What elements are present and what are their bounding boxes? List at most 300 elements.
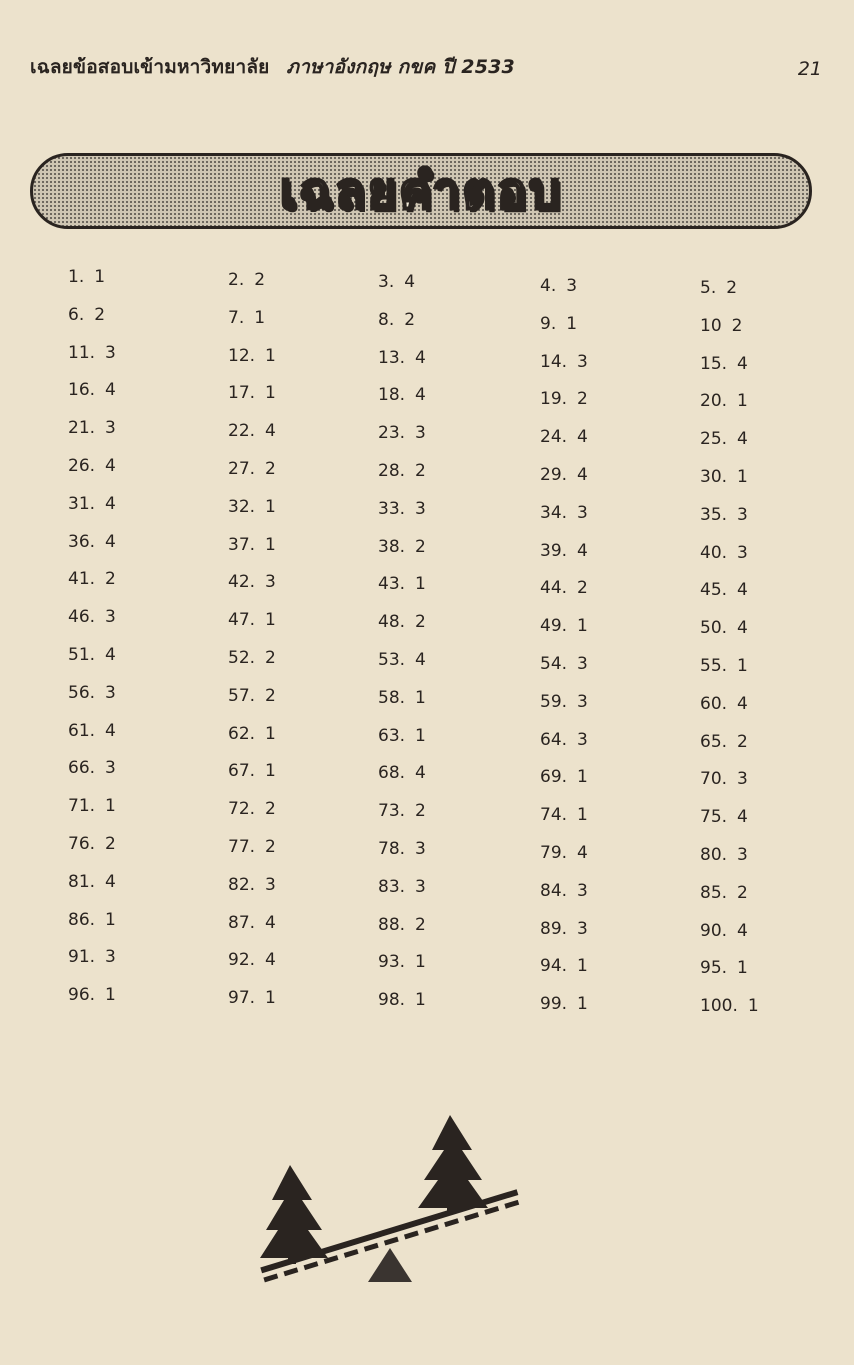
answer-item [228, 383, 276, 403]
answer-choice: 2 [577, 578, 588, 599]
question-number: 56. [68, 682, 96, 703]
question-number: 17. [228, 383, 256, 404]
question-number: 89. [540, 918, 568, 939]
answer-item [228, 421, 276, 441]
answer-choice: 2 [265, 459, 276, 479]
answer-choice: 4 [105, 456, 116, 476]
answer-choice: 3 [577, 351, 588, 372]
answer-item [68, 985, 116, 1005]
answer-item [540, 616, 588, 636]
answer-item [540, 881, 588, 901]
answer-choice: 2 [415, 612, 426, 633]
answer-item [228, 913, 276, 933]
answer-item [700, 580, 748, 600]
answer-choice: 4 [105, 720, 116, 741]
answer-choice: 2 [415, 914, 426, 935]
question-number: 98. [378, 990, 406, 1011]
question-number: 42. [228, 572, 256, 593]
answer-item [540, 352, 588, 372]
question-number: 75. [700, 807, 728, 828]
question-number: 67. [228, 761, 256, 782]
question-number: 81. [68, 871, 96, 892]
answer-item [228, 346, 276, 366]
answer-item [378, 990, 426, 1010]
answer-choice: 3 [737, 542, 748, 563]
question-number: 50. [700, 618, 728, 639]
answer-item [68, 796, 116, 816]
question-number: 85. [700, 882, 728, 903]
answer-item [378, 763, 426, 783]
answer-choice: 2 [415, 536, 426, 557]
answer-choice: 1 [737, 391, 748, 412]
answer-item [68, 494, 116, 514]
answer-item [68, 721, 116, 741]
answer-choice: 1 [105, 985, 116, 1006]
question-number: 71. [68, 796, 96, 817]
question-number: 92. [228, 950, 256, 971]
question-number: 12. [228, 345, 256, 366]
question-number: 26. [68, 456, 96, 476]
answer-choice: 2 [737, 882, 748, 903]
question-number: 8. [378, 309, 395, 330]
answer-choice: 2 [737, 731, 748, 752]
question-number: 24. [540, 427, 568, 448]
answer-choice: 1 [415, 725, 426, 746]
answer-choice: 3 [105, 682, 116, 703]
answer-item [228, 572, 276, 592]
answer-item [378, 801, 426, 821]
answer-item [378, 726, 426, 746]
answer-choice: 4 [737, 580, 748, 601]
answer-choice: 2 [254, 270, 266, 290]
question-number: 84. [540, 880, 568, 901]
answer-item [700, 467, 748, 487]
answer-item [540, 541, 588, 561]
answer-item [228, 799, 276, 819]
answer-item [540, 994, 588, 1014]
answer-choice: 1 [415, 574, 426, 595]
answer-item [540, 919, 588, 939]
answer-item [378, 877, 426, 897]
answer-item [540, 692, 588, 712]
question-number: 9. [540, 313, 557, 334]
question-number: 47. [228, 610, 256, 631]
question-number: 58. [378, 687, 406, 708]
answer-choice: 3 [105, 418, 116, 439]
question-number: 93. [378, 952, 406, 973]
answer-item [700, 958, 748, 978]
question-number: 62. [228, 723, 256, 744]
question-number: 95. [700, 958, 728, 979]
answer-choice: 4 [415, 385, 426, 406]
answer-choice: 1 [577, 767, 588, 788]
answer-item [378, 839, 426, 859]
answer-item [700, 278, 737, 298]
answer-choice: 4 [105, 380, 116, 401]
question-number: 4. [540, 276, 557, 296]
answer-choice: 1 [105, 796, 116, 817]
question-number: 96. [68, 985, 96, 1006]
answer-item [540, 314, 577, 334]
answer-choice: 1 [737, 958, 748, 979]
answer-choice: 3 [105, 947, 116, 968]
question-number: 49. [540, 616, 568, 637]
answer-choice: 3 [737, 769, 748, 790]
answer-item [68, 569, 116, 589]
answer-item [700, 694, 748, 714]
answer-choice: 4 [265, 950, 276, 971]
question-number: 7. [228, 307, 245, 328]
answer-choice: 2 [415, 801, 426, 822]
answer-item [228, 648, 276, 668]
question-number: 32. [228, 496, 256, 517]
answer-item [540, 465, 588, 485]
answer-item [228, 837, 276, 857]
answer-item [378, 385, 426, 405]
question-number: 69. [540, 767, 568, 788]
answer-choice: 1 [415, 952, 426, 973]
answer-choice: 3 [577, 654, 588, 674]
question-number: 2. [228, 270, 245, 290]
answer-item [68, 947, 116, 967]
question-number: 48. [378, 612, 406, 633]
question-number: 45. [700, 580, 728, 601]
answer-item [378, 537, 426, 557]
question-number: 68. [378, 763, 406, 784]
trees-on-seesaw-icon [250, 1110, 530, 1290]
answer-choice: 3 [105, 342, 116, 363]
question-number: 72. [228, 799, 256, 820]
answer-item [228, 761, 276, 781]
answer-item [68, 532, 116, 552]
question-number: 40. [700, 542, 728, 563]
question-number: 79. [540, 843, 568, 863]
answer-item [68, 834, 116, 854]
question-number: 18. [378, 385, 406, 406]
answer-item [700, 656, 748, 676]
answer-choice: 4 [577, 465, 588, 485]
answer-item [700, 316, 742, 336]
question-number: 83. [378, 876, 406, 897]
question-number: 76. [68, 834, 96, 854]
answer-item [540, 956, 588, 976]
answer-choice: 4 [737, 807, 748, 828]
question-number: 80. [700, 845, 728, 865]
question-number: 23. [378, 423, 406, 444]
question-number: 87. [228, 912, 256, 933]
question-number: 91. [68, 947, 96, 968]
answer-item [700, 807, 748, 827]
answer-choice: 1 [577, 616, 588, 637]
question-number: 21. [68, 418, 96, 439]
answer-item [228, 308, 265, 328]
answer-item [700, 883, 748, 903]
question-number: 27. [228, 459, 256, 479]
answer-item [540, 427, 588, 447]
answer-item [540, 805, 588, 825]
question-number: 86. [68, 909, 96, 930]
question-number: 97. [228, 988, 256, 1009]
answer-choice: 1 [265, 534, 276, 555]
answer-choice: 1 [415, 990, 426, 1011]
answer-item [700, 769, 748, 789]
answer-item [700, 618, 748, 638]
question-number: 37. [228, 534, 256, 555]
answer-item [228, 535, 276, 555]
question-number: 36. [68, 531, 96, 552]
answer-choice: 1 [265, 610, 276, 631]
question-number: 30. [700, 467, 728, 487]
answer-item [378, 915, 426, 935]
answer-choice: 4 [265, 421, 276, 442]
answer-choice: 2 [731, 315, 743, 336]
answer-item [68, 910, 116, 930]
answer-item [378, 423, 426, 443]
answer-choice: 1 [265, 345, 276, 366]
answer-item [68, 343, 116, 363]
answer-item [378, 348, 426, 368]
answer-choice: 3 [577, 729, 588, 750]
answer-item [68, 267, 105, 287]
answer-choice: 2 [265, 685, 276, 706]
question-number: 51. [68, 645, 96, 665]
question-number: 78. [378, 839, 406, 859]
question-number: 61. [68, 720, 96, 741]
answer-item [540, 767, 588, 787]
answer-item [228, 686, 276, 706]
answer-item [228, 459, 276, 479]
answer-item [378, 461, 426, 481]
answer-choice: 3 [415, 498, 426, 519]
question-number: 19. [540, 389, 568, 410]
answer-item [68, 607, 116, 627]
question-number: 66. [68, 758, 96, 779]
answer-choice: 4 [265, 912, 276, 933]
answer-choice: 4 [415, 650, 426, 670]
answer-choice: 3 [105, 758, 116, 779]
answer-choice: 4 [737, 353, 748, 374]
header-subtitle: ภาษาอังกฤษ กขค ปี 2533 [286, 56, 515, 78]
answer-choice: 1 [577, 994, 588, 1015]
answer-item [700, 543, 748, 563]
answer-item [378, 688, 426, 708]
answer-choice: 4 [577, 427, 588, 448]
answer-choice: 2 [726, 278, 738, 298]
question-number: 64. [540, 729, 568, 750]
question-number: 15. [700, 353, 728, 374]
answer-item [228, 950, 276, 970]
question-number: 29. [540, 465, 568, 485]
question-number: 74. [540, 805, 568, 826]
answer-item [228, 724, 276, 744]
answer-choice: 1 [577, 805, 588, 826]
answer-choice: 4 [737, 920, 748, 941]
question-number: 34. [540, 502, 568, 523]
answer-choice: 3 [265, 572, 276, 593]
answer-choice: 2 [415, 461, 426, 481]
answer-item [700, 845, 748, 865]
answer-choice: 2 [105, 569, 116, 590]
answer-choice: 1 [415, 687, 426, 708]
answer-item [540, 843, 588, 863]
question-number: 63. [378, 725, 406, 746]
answer-choice: 4 [105, 493, 116, 514]
answer-item [700, 429, 748, 449]
question-number: 16. [68, 380, 96, 401]
page-number: 21 [797, 58, 822, 80]
answer-choice: 1 [105, 909, 116, 930]
answer-item [68, 645, 116, 665]
question-number: 55. [700, 656, 728, 676]
answer-item [540, 276, 577, 296]
answer-item [68, 418, 116, 438]
answer-item [228, 610, 276, 630]
answer-choice: 4 [737, 618, 748, 639]
banner-title: เฉลยคำตอบ [279, 161, 563, 220]
answer-item [228, 875, 276, 895]
answer-choice: 3 [265, 874, 276, 895]
question-number: 65. [700, 731, 728, 752]
answer-item [228, 270, 265, 290]
question-number: 39. [540, 540, 568, 561]
question-number: 53. [378, 650, 406, 670]
answer-item [378, 310, 415, 330]
answer-item [540, 389, 588, 409]
answer-choice: 4 [105, 531, 116, 552]
question-number: 28. [378, 461, 406, 481]
answer-choice: 2 [105, 834, 116, 854]
answer-item [378, 499, 426, 519]
answer-choice: 3 [577, 880, 588, 901]
question-number: 59. [540, 691, 568, 712]
answer-item [378, 272, 415, 292]
question-number: 5. [700, 278, 717, 298]
question-number: 90. [700, 920, 728, 941]
answer-choice: 2 [577, 389, 588, 410]
answer-item [378, 952, 426, 972]
answer-choice: 1 [265, 496, 276, 517]
question-number: 94. [540, 956, 568, 977]
answer-choice: 2 [404, 309, 416, 330]
answer-choice: 1 [265, 383, 276, 404]
question-number: 31. [68, 493, 96, 514]
question-number: 1. [68, 267, 85, 287]
answer-item [700, 996, 759, 1016]
answer-choice: 1 [566, 313, 578, 334]
answer-item [700, 391, 748, 411]
answer-item [68, 305, 105, 325]
answer-choice: 1 [94, 267, 106, 287]
question-number: 41. [68, 569, 96, 590]
answer-choice: 1 [577, 956, 588, 977]
question-number: 35. [700, 504, 728, 525]
answer-item [228, 988, 276, 1008]
question-number: 100. [700, 996, 738, 1017]
answer-choice: 4 [737, 429, 748, 450]
answer-choice: 3 [566, 276, 578, 296]
answer-item [700, 732, 748, 752]
question-number: 43. [378, 574, 406, 595]
answer-item [540, 730, 588, 750]
question-number: 33. [378, 498, 406, 519]
question-number: 3. [378, 272, 395, 292]
answer-choice: 1 [265, 761, 276, 782]
question-number: 70. [700, 769, 728, 790]
answer-choice: 4 [415, 763, 426, 784]
question-number: 6. [68, 304, 85, 325]
answer-choice: 4 [404, 272, 416, 292]
answer-item [68, 380, 116, 400]
answer-choice: 4 [577, 540, 588, 561]
answer-choice: 2 [265, 799, 276, 820]
answer-choice: 3 [415, 839, 426, 859]
answer-choice: 3 [105, 607, 116, 628]
question-number: 20. [700, 391, 728, 412]
answer-choice: 1 [737, 467, 748, 487]
answer-choice: 3 [577, 918, 588, 939]
answer-item [228, 497, 276, 517]
question-number: 38. [378, 536, 406, 557]
answer-choice: 4 [737, 693, 748, 714]
question-number: 60. [700, 693, 728, 714]
answer-choice: 3 [415, 876, 426, 897]
answer-choice: 3 [737, 504, 748, 525]
question-number: 10 [700, 315, 722, 336]
question-number: 52. [228, 648, 256, 668]
answer-choice: 3 [577, 502, 588, 523]
answer-item [540, 654, 588, 674]
answer-item [378, 574, 426, 594]
answer-choice: 1 [265, 723, 276, 744]
answer-item [68, 683, 116, 703]
answer-item [540, 578, 588, 598]
answer-item [700, 354, 748, 374]
answer-item [378, 612, 426, 632]
question-number: 11. [68, 342, 96, 363]
question-number: 77. [228, 837, 256, 857]
question-number: 88. [378, 914, 406, 935]
answer-item [68, 758, 116, 778]
answer-item [540, 503, 588, 523]
header-title: เฉลยข้อสอบเข้ามหาวิทยาลัย [30, 56, 270, 78]
answer-choice: 3 [577, 691, 588, 712]
question-number: 25. [700, 429, 728, 450]
answer-choice: 4 [415, 347, 426, 368]
question-number: 13. [378, 347, 406, 368]
answer-choice: 3 [737, 845, 748, 865]
question-number: 57. [228, 685, 256, 706]
answer-choice: 1 [747, 996, 759, 1017]
answer-choice: 2 [265, 648, 276, 668]
question-number: 73. [378, 801, 406, 822]
answer-choice: 2 [265, 837, 276, 857]
question-number: 44. [540, 578, 568, 599]
question-number: 54. [540, 654, 568, 674]
answer-item [700, 921, 748, 941]
answer-item [700, 505, 748, 525]
answer-item [68, 456, 116, 476]
answer-item [378, 650, 426, 670]
answer-choice: 1 [254, 307, 266, 328]
question-number: 82. [228, 874, 256, 895]
answer-item [68, 872, 116, 892]
answer-choice: 2 [94, 304, 106, 325]
answer-choice: 4 [105, 871, 116, 892]
answer-choice: 1 [265, 988, 276, 1009]
question-number: 22. [228, 421, 256, 442]
answer-choice: 4 [105, 645, 116, 665]
question-number: 99. [540, 994, 568, 1015]
